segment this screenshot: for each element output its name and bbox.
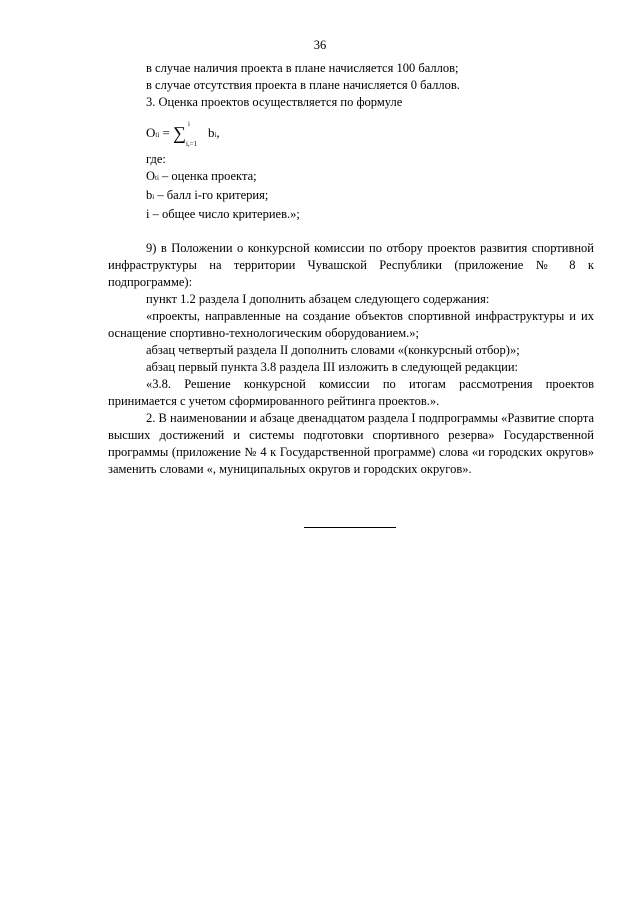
paragraph-quote-1: «проекты, направленные на создание объектов спортивной инфраструктуры и их оснащение спортивно-технологическим оборудованием.»; <box>108 309 594 340</box>
paragraph-2: 2. В наименовании и абзаце двенадцатом раздела I подпрограммы «Развитие спорта высших достижений и системы подготовки спортивного резерва» Государственной программы (приложение № 4 к Государственной программе) слова «и городских округов» заменить словами «, муниципальных округов и городских округов». <box>108 411 594 476</box>
formula-lhs: O <box>146 125 156 140</box>
where-label: где: <box>146 152 166 166</box>
text-line-3: 3. Оценка проектов осуществляется по формуле <box>146 95 403 109</box>
document-body <box>108 60 594 478</box>
paragraph-abzac-1: абзац первый пункта 3.8 раздела III изложить в следующей редакции: <box>146 360 519 374</box>
formula-eq: = <box>162 125 170 140</box>
where-o: Oti – оценка проекта; <box>146 169 257 183</box>
formula <box>108 117 594 151</box>
formula-sigma: ∑ <box>173 123 186 143</box>
formula-upper: i <box>187 120 190 129</box>
paragraph-quote-2: «3.8. Решение конкурсной комиссии по итогам рассмотрения проектов принимается с учетом сформированного рейтинга проектов.». <box>108 377 594 408</box>
formula-lhs-sub: ti <box>155 131 160 139</box>
formula-tail: , <box>216 125 220 140</box>
paragraph-punkt: пункт 1.2 раздела I дополнить абзацем следующего содержания: <box>146 292 490 306</box>
text-line-2: в случае отсутствия проекта в плане начисляется 0 баллов. <box>146 78 460 92</box>
where-b: bi – балл i-го критерия; <box>146 188 269 202</box>
where-i: i – общее число критериев.»; <box>146 207 300 221</box>
paragraph-abzac-4: абзац четвертый раздела II дополнить словами «(конкурсный отбор)»; <box>146 343 520 357</box>
page-number: 36 <box>313 38 327 52</box>
formula-lower: i,=1 <box>185 140 198 149</box>
formula-term: b <box>207 125 215 140</box>
paragraph-9: 9) в Положении о конкурсной комиссии по отбору проектов развития спортивной инфраструктуры на территории Чувашской Республики (приложение № 8 к подпрограмме): <box>108 241 594 289</box>
text-line-1: в случае наличия проекта в плане начисляется 100 баллов; <box>146 61 459 75</box>
formula-term-sub: i <box>214 131 217 139</box>
closing-rule <box>304 527 396 528</box>
